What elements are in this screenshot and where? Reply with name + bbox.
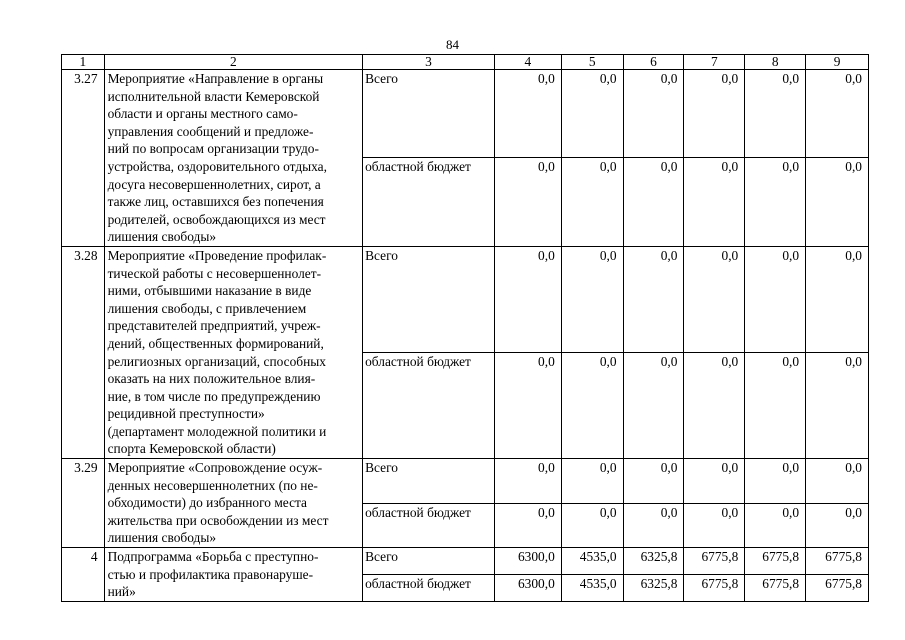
description-line: оказать на них положительное влия- <box>107 371 316 387</box>
value-cell: 0,0 <box>623 459 684 503</box>
value-cell: 0,0 <box>494 70 561 158</box>
header-cell: 1 <box>62 55 105 70</box>
description-line: лишения свободы, с привлечением <box>107 300 307 316</box>
value-cell: 0,0 <box>745 158 806 246</box>
description-line: религиозных организаций, способных <box>107 353 326 369</box>
row-number: 3.29 <box>62 459 105 548</box>
header-cell: 2 <box>104 55 363 70</box>
description-line: рецидивной преступности» <box>107 406 265 422</box>
budget-table <box>61 54 869 602</box>
value-cell: 0,0 <box>561 246 623 352</box>
value-cell: 6325,8 <box>623 574 684 601</box>
description-line: ний» <box>107 584 136 600</box>
funding-source-regional: областной бюджет <box>363 574 495 601</box>
table-row <box>62 70 869 158</box>
activity-description <box>104 70 363 247</box>
header-cell: 9 <box>806 55 869 70</box>
description-line: обходимости) до избранного места <box>107 495 307 511</box>
description-line: досуга несовершеннолетних, сирот, а <box>107 176 321 192</box>
value-cell: 0,0 <box>806 246 869 352</box>
description-line: ний по вопросам организации трудо- <box>107 141 319 157</box>
funding-source-regional: областной бюджет <box>363 503 495 547</box>
value-cell: 0,0 <box>623 158 684 246</box>
value-cell: 0,0 <box>745 246 806 352</box>
value-cell: 0,0 <box>684 70 745 158</box>
funding-source-total: Всего <box>363 459 495 503</box>
header-cell: 7 <box>684 55 745 70</box>
value-cell: 0,0 <box>745 503 806 547</box>
description-line: Подпрограмма «Борьба с преступно- <box>107 549 319 565</box>
value-cell: 0,0 <box>494 353 561 459</box>
activity-description <box>104 548 363 602</box>
funding-source-total: Всего <box>363 246 495 352</box>
description-line: устройства, оздоровительного отдыха, <box>107 158 327 174</box>
value-cell: 0,0 <box>561 158 623 246</box>
description-line: спорта Кемеровской области) <box>107 441 276 457</box>
value-cell: 6775,8 <box>745 574 806 601</box>
funding-source-regional: областной бюджет <box>363 353 495 459</box>
value-cell: 0,0 <box>623 503 684 547</box>
value-cell: 0,0 <box>745 353 806 459</box>
description-line: Мероприятие «Направление в органы <box>107 71 324 86</box>
description-line: дений, общественных формирований, <box>107 335 324 351</box>
description-line: лишения свободы» <box>107 229 217 245</box>
description-line: родителей, освобождающихся из мест <box>107 211 326 227</box>
description-line: управления сообщений и предложе- <box>107 123 314 139</box>
row-number: 4 <box>62 548 105 602</box>
value-cell: 0,0 <box>806 353 869 459</box>
value-cell: 0,0 <box>745 70 806 158</box>
value-cell: 6300,0 <box>494 574 561 601</box>
value-cell: 6775,8 <box>684 574 745 601</box>
table-row <box>62 459 869 503</box>
description-line: ними, отбывшими наказание в виде <box>107 283 312 299</box>
value-cell: 0,0 <box>494 246 561 352</box>
value-cell: 0,0 <box>806 459 869 503</box>
header-cell: 8 <box>745 55 806 70</box>
page-number: 84 <box>446 37 459 52</box>
value-cell: 0,0 <box>623 246 684 352</box>
value-cell: 0,0 <box>494 503 561 547</box>
row-number: 3.28 <box>62 246 105 458</box>
value-cell: 0,0 <box>494 158 561 246</box>
description-line: исполнительной власти Кемеровской <box>107 88 320 104</box>
value-cell: 0,0 <box>623 353 684 459</box>
value-cell: 6300,0 <box>494 548 561 575</box>
description-line: денных несовершеннолетних (по не- <box>107 477 318 493</box>
header-row <box>62 55 869 70</box>
description-line: представителей предприятий, учреж- <box>107 318 321 334</box>
description-line: Мероприятие «Проведение профилак- <box>107 247 327 263</box>
description-line: также лиц, оставшихся без попечения <box>107 194 324 210</box>
value-cell: 4535,0 <box>561 574 623 601</box>
value-cell: 6325,8 <box>623 548 684 575</box>
value-cell: 0,0 <box>561 503 623 547</box>
activity-description <box>104 246 363 458</box>
value-cell: 0,0 <box>806 70 869 158</box>
value-cell: 4535,0 <box>561 548 623 575</box>
value-cell: 0,0 <box>684 158 745 246</box>
description-line: лишения свободы» <box>107 530 217 546</box>
funding-source-regional: областной бюджет <box>363 158 495 246</box>
row-number: 3.27 <box>62 70 105 247</box>
funding-source-total: Всего <box>363 70 495 158</box>
value-cell: 0,0 <box>561 459 623 503</box>
value-cell: 0,0 <box>806 503 869 547</box>
value-cell: 6775,8 <box>806 574 869 601</box>
header-cell: 4 <box>494 55 561 70</box>
value-cell: 0,0 <box>561 70 623 158</box>
description-line: стью и профилактика правонаруше- <box>107 566 314 582</box>
header-cell: 5 <box>561 55 623 70</box>
value-cell: 0,0 <box>623 70 684 158</box>
description-line: тической работы с несовершеннолет- <box>107 265 322 281</box>
value-cell: 0,0 <box>684 246 745 352</box>
header-cell: 3 <box>363 55 495 70</box>
value-cell: 0,0 <box>684 459 745 503</box>
value-cell: 6775,8 <box>806 548 869 575</box>
header-cell: 6 <box>623 55 684 70</box>
value-cell: 0,0 <box>745 459 806 503</box>
value-cell: 0,0 <box>684 353 745 459</box>
description-line: Мероприятие «Сопровождение осуж- <box>107 460 323 476</box>
value-cell: 0,0 <box>684 503 745 547</box>
value-cell: 0,0 <box>806 158 869 246</box>
value-cell: 0,0 <box>494 459 561 503</box>
value-cell: 6775,8 <box>684 548 745 575</box>
description-line: жительства при освобождении из мест <box>107 512 329 528</box>
activity-description <box>104 459 363 548</box>
description-line: (департамент молодежной политики и <box>107 423 327 439</box>
description-line: ние, в том числе по предупреждению <box>107 388 321 404</box>
value-cell: 0,0 <box>561 353 623 459</box>
table-row <box>62 246 869 352</box>
table-row <box>62 548 869 575</box>
funding-source-total: Всего <box>363 548 495 575</box>
description-line: области и органы местного само- <box>107 106 298 122</box>
value-cell: 6775,8 <box>745 548 806 575</box>
